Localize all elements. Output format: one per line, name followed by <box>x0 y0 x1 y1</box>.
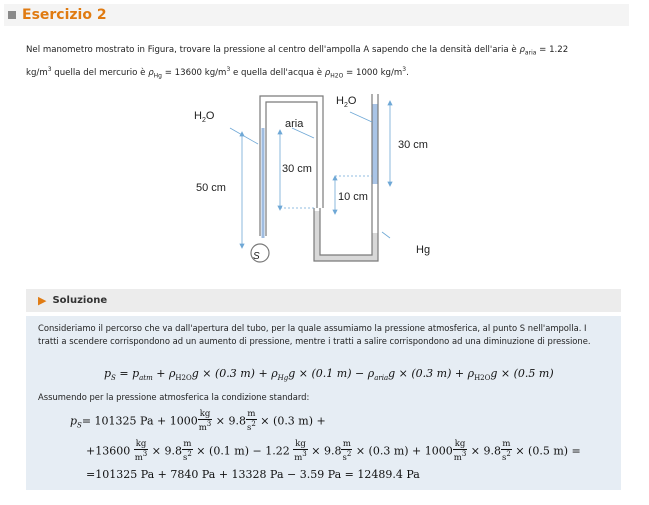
label-s: S <box>253 251 260 262</box>
equation-2-line-1: $p_S= 101325$ Pa + 1000 $\frac{kg}{m^3}$ × 9.8 $\frac{m}{s^2}$ × (0.3 m) + <box>70 409 326 433</box>
right-water-column <box>372 104 378 184</box>
expand-triangle-icon: ▶ <box>38 294 47 307</box>
label-50cm: 50 cm <box>196 182 226 194</box>
problem-statement: Nel manometro mostrato in Figura, trovare la pressione al centro dell'ampolla A sapendo che la densità dell'aria è $\rho_{aria} = 1.22$ $kg/m^3$ quella del mercurio è $\rho_{Hg} = 13600$ $kg/m^3$ e quella dell'acqua è $\rho_{H2O} = 1000$ $kg/m^3$. <box>26 45 569 80</box>
mercury-fill <box>314 211 378 261</box>
solution-toggle[interactable] <box>26 289 621 312</box>
exercise-title: Esercizio 2 <box>22 7 107 23</box>
label-aria: aria <box>285 118 304 130</box>
label-10cm: 10 cm <box>338 191 368 203</box>
label-hg: Hg <box>416 244 431 256</box>
solution-paragraph-1: Consideriamo il percorso che va dall'apertura del tubo, per la quale assumiamo la pressione atmosferica, al punto S nell'ampolla. I tratti a scendere corrispondono ad un aumento di pressione, mentre i tratti a salire corrispondono ad una diminuzione di pressione. <box>38 323 591 346</box>
label-h2o-right: $H_2O$ <box>336 95 357 109</box>
equation-1: $p_S = p_{atm} + \rho_{H2O}g \times (0.3$ $m) + \rho_{Hg}g \times (0.1$ $m) - \rho_{aria}g \times (0.3$ $m) + \rho_{H2O}g \times (0.5$ m) <box>104 367 554 383</box>
label-30cm-mid: 30 cm <box>282 163 312 175</box>
solution-body <box>26 316 621 490</box>
label-h2o-left: $H_2O$ <box>194 110 215 124</box>
exercise-header <box>4 4 629 26</box>
solution-paragraph-2: Assumendo per la pressione atmosferica la condizione standard: <box>38 392 310 402</box>
equation-2-line-3: =101325 Pa + 7840 Pa + 13328 Pa − 3.59 Pa = 12489.4 Pa <box>86 468 420 481</box>
equation-2-line-2: +13600 $\frac{kg}{m^3}$ × 9.8 $\frac{m}{s^2}$ × (0.1 m) − 1.22 $\frac{kg}{m^3}$ × 9.8 $\frac{m}{s^2}$ × (0.3 m) + 1000 $\frac{kg}{m^3}$ × 9.8 $\frac{m}{s^2}$ × (0.5 m) = <box>86 439 581 463</box>
solution-label: Soluzione <box>52 295 108 306</box>
bullet-square-icon <box>8 11 16 19</box>
label-30cm-right: 30 cm <box>398 139 428 151</box>
manometer-figure <box>190 88 440 268</box>
